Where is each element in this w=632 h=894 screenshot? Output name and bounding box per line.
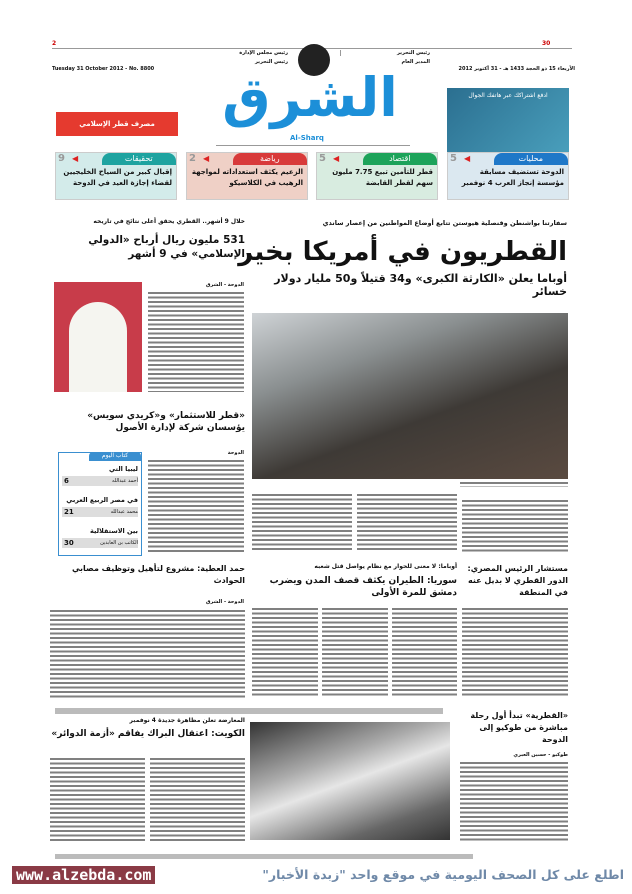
date-arabic: الأربعاء 15 ذو الحجة 1433 هـ - 31 أكتوبر 2012 [458, 66, 575, 72]
book-of-the-day-box [58, 452, 142, 556]
lead-text-col-2 [357, 494, 457, 552]
bank-ad[interactable] [56, 112, 178, 136]
book-page: 21 [64, 508, 74, 516]
lead-subhead: أوباما يعلن «الكارثة الكبرى» و34 قتيلاً و50 مليار دولار خسائر [274, 272, 567, 298]
arrow-left-icon: ◀ [203, 154, 210, 163]
section-label: محليات [494, 153, 568, 165]
section-page-number: 5 [319, 153, 326, 164]
mobile-payment-ad[interactable] [447, 88, 569, 158]
left-story2-headline: «قطر للاستثمار» و«كريدي سويس» يؤسسان شركة لإدارة الأصول [87, 411, 245, 433]
section-teaser: قطر للتأمين تبيع 7.75 مليون سهم لقطر القابضة [332, 168, 433, 187]
qatar-airways-byline: طوكيو - حسين العبري [513, 752, 568, 758]
author-photo [54, 282, 142, 392]
logo-english: Al-Sharq [290, 134, 324, 142]
left-story-kicker: خلال 9 أشهر.. القطري يحقق أعلى نتائج في تاريخه [93, 218, 245, 225]
hurricane-photo [252, 313, 568, 479]
book-item[interactable] [62, 465, 138, 493]
attiyah-byline: الدوحة - الشرق [205, 599, 244, 605]
section-page-number: 2 [189, 153, 196, 164]
arrow-left-icon: ◀ [72, 154, 79, 163]
book-page: 6 [64, 477, 69, 485]
left-story-headline: 531 مليون ريال أرباح «الدولي الإسلامي» في 9 أشهر [88, 234, 245, 260]
egypt-text [462, 608, 568, 698]
section-tab-4[interactable] [55, 152, 177, 200]
kuwait-kicker: المعارضة تعلن مظاهرة جديدة 4 نوفمبر [129, 717, 245, 724]
syria-text-col-3 [252, 608, 318, 698]
book-title: في مصر الربيع العربي [66, 496, 138, 504]
kuwait-text-col-1 [150, 758, 245, 842]
lead-text-col-1 [462, 500, 568, 552]
book-item[interactable] [62, 527, 138, 555]
syria-text-col-2 [322, 608, 388, 698]
editor-right-2: المدير العام [401, 59, 430, 65]
section-teaser: الدوحة تستضيف مسابقة مؤسسة إنجاز العرب 4 نوفمبر [461, 168, 564, 187]
bottom-separator [55, 854, 473, 859]
editor-left: رئيس مجلس الإدارة [239, 50, 288, 56]
section-label: تحقيقات [102, 153, 176, 165]
section-label: اقتصاد [363, 153, 437, 165]
editor-left-2: رئيس التحرير [255, 59, 288, 65]
banner-text: اطلع على كل الصحف اليومية في موقع واحد "زبدة الأخبار" [262, 867, 624, 882]
banner-url-link[interactable]: www.alzebda.com [12, 866, 155, 884]
arrow-left-icon: ◀ [333, 154, 340, 163]
book-title: ليبيا التي [108, 465, 138, 473]
qatar-airways-text [460, 762, 568, 842]
syria-headline: سوريا: الطيران يكثف قصف المدن ويضرب دمشق للمرة الأولى [269, 576, 457, 598]
editor-right: رئيس التحرير [340, 50, 430, 56]
book-page: 30 [64, 539, 74, 547]
attiyah-text [50, 610, 245, 698]
section-teaser: الزعيم يكثف استعداداته لمواجهة الرهيب في الكلاسيكو [191, 168, 303, 187]
separator-bar [55, 708, 443, 714]
ad-text: ادفع اشتراكك عبر هاتفك الجوال [468, 92, 548, 99]
left-story-text [148, 292, 244, 392]
egypt-headline: مستشار الرئيس المصري: الدور القطري لا بديل عنه في المنطقة [467, 564, 568, 597]
section-page-number: 9 [58, 153, 65, 164]
section-teaser: إقبال كبير من السياح الخليجيين لقضاء إجازة العيد في الدوحة [63, 168, 172, 187]
left-story-byline: الدوحة - الشرق [205, 282, 244, 288]
syria-text-col-1 [392, 608, 457, 698]
logo-rule [216, 145, 410, 146]
newspaper-logo: الشرق [222, 66, 398, 129]
lead-text-col-3 [252, 494, 352, 552]
section-tab-3[interactable] [186, 152, 308, 200]
section-page-number: 5 [450, 153, 457, 164]
section-label: رياضة [233, 153, 307, 165]
book-author: محمد عبدالله [110, 509, 138, 515]
section-tab-1[interactable] [447, 152, 569, 200]
photo-caption [460, 482, 568, 487]
left-story2-byline: الدوحة [227, 450, 244, 456]
bank-ad-text: مصرف قطر الإسلامي [79, 120, 155, 128]
left-story2-text [148, 460, 244, 552]
lead-headline: القطريون في أمريكا بخير [238, 237, 567, 267]
section-tab-2[interactable] [316, 152, 438, 200]
syria-kicker: أوباما: لا معنى للحوار مع نظام يواصل قتل شعبه [314, 563, 457, 570]
kuwait-text-col-2 [50, 758, 145, 842]
book-title: بين الاستقلالية [90, 527, 138, 535]
book-box-title: كتاب اليوم [89, 452, 141, 461]
date-english: Tuesday 31 October 2012 - No. 8800 [52, 66, 155, 72]
book-author: الكاتب بن العابدين [100, 540, 138, 546]
kuwait-headline: الكويت: اعتقال البراك يفاقم «أزمة الدوائر» [51, 729, 245, 739]
kuwait-protest-photo [250, 722, 450, 840]
arrow-left-icon: ◀ [464, 154, 471, 163]
page-number-left: 2 [52, 40, 57, 47]
attiyah-headline: حمد العطية: مشروع لتأهيل وتوظيف مصابي الحوادث [71, 564, 245, 585]
book-item[interactable] [62, 496, 138, 524]
qatar-airways-headline: «القطرية» تبدأ أول رحلة مباشرة من طوكيو إلى الدوحة [470, 711, 568, 744]
lead-kicker: سفارتنا بواشنطن وقنصلية هيوستن تتابع أوضاع المواطنين من إعصار ساندي [322, 219, 567, 227]
book-author: أحمد عبدالله [112, 478, 138, 484]
page-number-right: 30 [542, 40, 551, 47]
